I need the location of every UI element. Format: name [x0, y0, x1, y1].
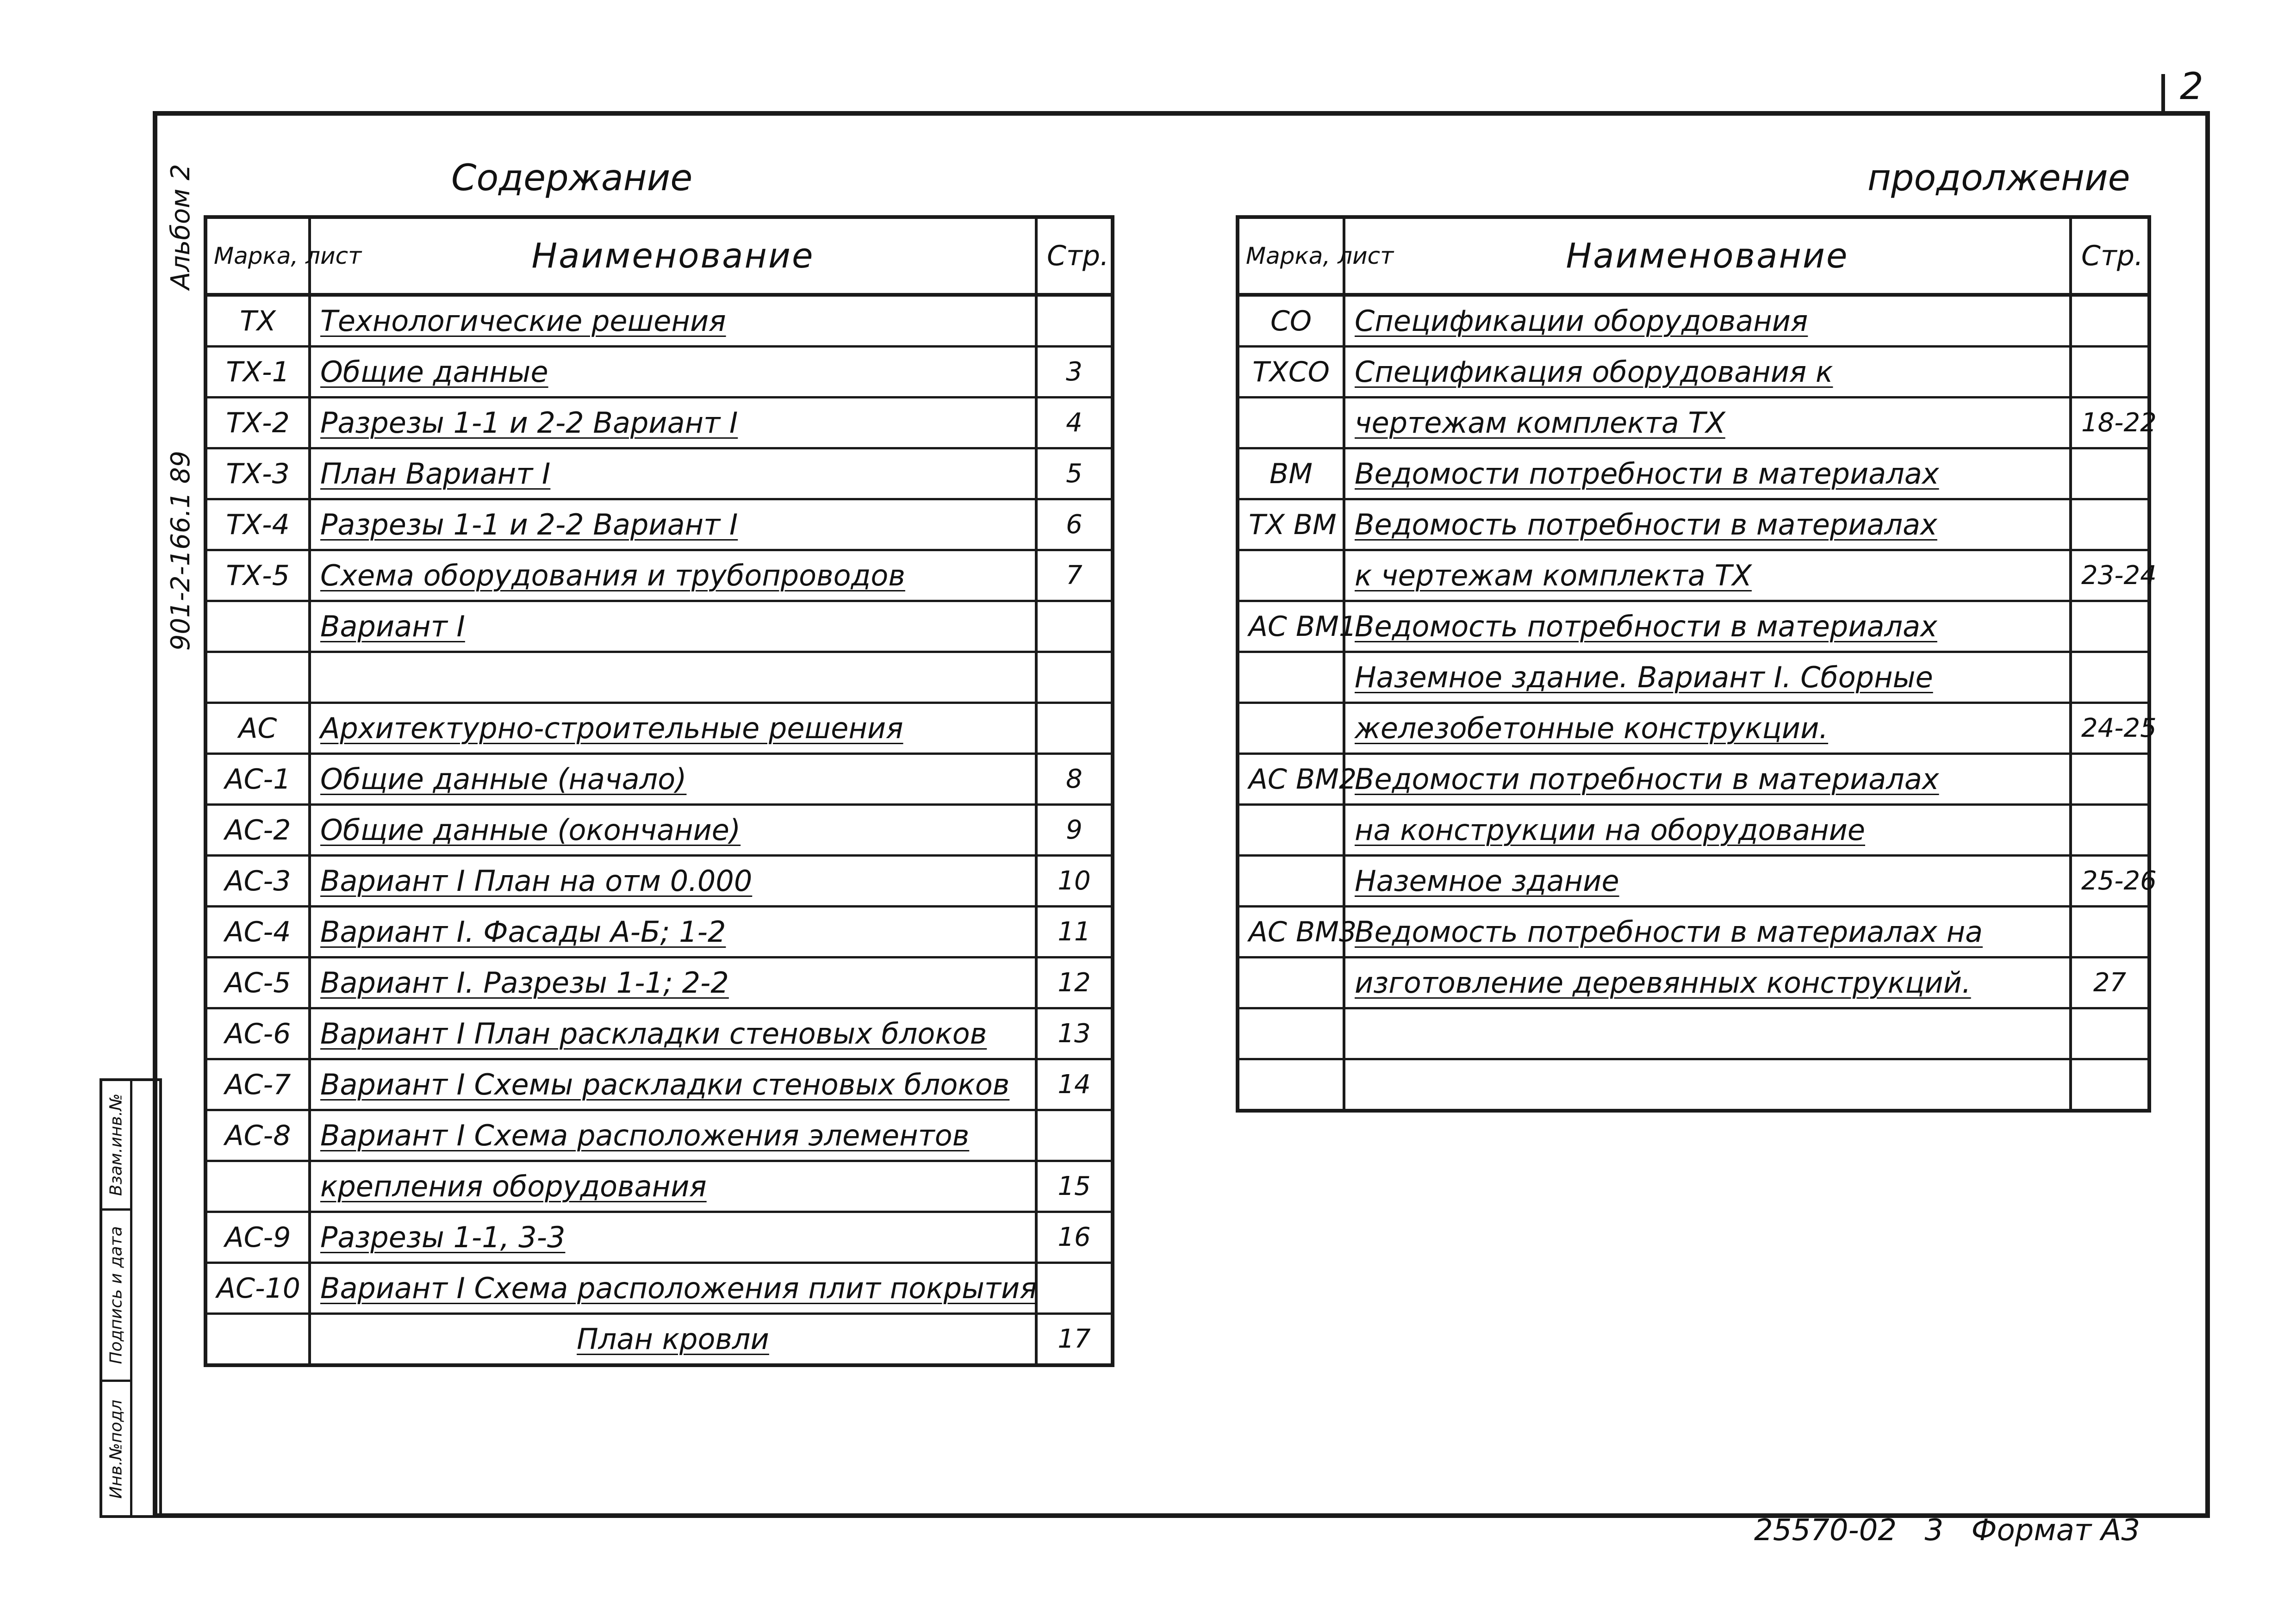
row-name [310, 652, 1036, 703]
row-mark [1238, 805, 1344, 856]
row-name: Вариант I. Фасады А-Б; 1-2 [310, 907, 1036, 958]
row-page [2071, 754, 2149, 805]
row-name: к чертежам комплекта ТХ [1344, 550, 2071, 601]
table-row [1238, 754, 2149, 805]
row-page: 11 [1036, 907, 1113, 958]
row-mark: АС-2 [205, 805, 310, 856]
row-mark: АС-10 [205, 1263, 310, 1314]
project-code-label: 901-2-166.1 89 [165, 450, 196, 651]
row-name: изготовление деревянных конструкций. [1344, 958, 2071, 1008]
row-mark [1238, 652, 1344, 703]
left-title: Содержание [451, 157, 693, 199]
row-name: Спецификации оборудования [1344, 295, 2071, 347]
row-name: Наземное здание [1344, 856, 2071, 907]
row-mark: АС [205, 703, 310, 754]
table-row [1238, 347, 2149, 398]
table-row [1238, 295, 2149, 347]
row-mark [1238, 958, 1344, 1008]
row-name: Спецификация оборудования к [1344, 347, 2071, 398]
row-page [1036, 652, 1113, 703]
table-row [205, 958, 1113, 1008]
row-page [2071, 347, 2149, 398]
table-row [1238, 499, 2149, 550]
table-row [1238, 652, 2149, 703]
row-name: Ведомости потребности в материалах [1344, 754, 2071, 805]
table-row [205, 1161, 1113, 1212]
table-row [205, 295, 1113, 347]
table-row [205, 1263, 1113, 1314]
row-name: Вариант I План раскладки стеновых блоков [310, 1008, 1036, 1059]
row-mark: АС-6 [205, 1008, 310, 1059]
row-mark [1238, 1008, 1344, 1059]
row-page: 10 [1036, 856, 1113, 907]
row-name: Схема оборудования и трубопроводов [310, 550, 1036, 601]
row-page: 4 [1036, 398, 1113, 448]
table-row [205, 805, 1113, 856]
table-row [205, 601, 1113, 652]
stamp-inv-exchange: Взам.инв.№ [102, 1081, 130, 1211]
row-mark: ТХ-3 [205, 448, 310, 499]
row-name: Наземное здание. Вариант I. Сборные [1344, 652, 2071, 703]
row-name: Разрезы 1-1 и 2-2 Вариант I [310, 499, 1036, 550]
right-title: продолжение [1867, 157, 2130, 199]
row-mark: АС-4 [205, 907, 310, 958]
row-name: План кровли [310, 1314, 1036, 1366]
row-page [1036, 295, 1113, 347]
row-page: 24-25 [2071, 703, 2149, 754]
table-row [205, 1059, 1113, 1110]
table-row [205, 907, 1113, 958]
row-name: Разрезы 1-1 и 2-2 Вариант I [310, 398, 1036, 448]
table-row [205, 448, 1113, 499]
header-page: Стр. [2071, 217, 2149, 295]
row-mark: АС ВМ2 [1238, 754, 1344, 805]
table-row [1238, 805, 2149, 856]
row-name: Вариант I [310, 601, 1036, 652]
row-name: Разрезы 1-1, 3-3 [310, 1212, 1036, 1263]
row-page [2071, 1008, 2149, 1059]
footer-format: Формат А3 [1971, 1513, 2140, 1548]
header-page: Стр. [1036, 217, 1113, 295]
row-page: 23-24 [2071, 550, 2149, 601]
row-name: План Вариант I [310, 448, 1036, 499]
row-name: Вариант I План на отм 0.000 [310, 856, 1036, 907]
table-row [205, 1008, 1113, 1059]
footer-code: 25570-02 [1754, 1513, 1897, 1548]
row-mark: ТХ-5 [205, 550, 310, 601]
row-mark: АС-7 [205, 1059, 310, 1110]
row-mark [1238, 856, 1344, 907]
row-page [2071, 907, 2149, 958]
row-mark [1238, 398, 1344, 448]
table-row [1238, 601, 2149, 652]
row-mark: АС-3 [205, 856, 310, 907]
contents-table-right [1236, 215, 2157, 1113]
table-row [205, 550, 1113, 601]
row-name: Ведомость потребности в материалах [1344, 601, 2071, 652]
table-row [1238, 1059, 2149, 1111]
row-name: Вариант I Схема расположения плит покрытия [310, 1263, 1036, 1314]
table-row [1238, 907, 2149, 958]
row-mark: ТХ ВМ [1238, 499, 1344, 550]
row-page [2071, 448, 2149, 499]
row-page: 7 [1036, 550, 1113, 601]
row-page [2071, 499, 2149, 550]
row-page: 3 [1036, 347, 1113, 398]
stamp-divider [130, 1081, 132, 1515]
row-name: Общие данные (начало) [310, 754, 1036, 805]
row-name: чертежам комплекта ТХ [1344, 398, 2071, 448]
row-mark: АС-5 [205, 958, 310, 1008]
row-mark: СО [1238, 295, 1344, 347]
row-page: 8 [1036, 754, 1113, 805]
row-name: Ведомость потребности в материалах [1344, 499, 2071, 550]
row-mark [1238, 703, 1344, 754]
row-page: 17 [1036, 1314, 1113, 1366]
table-row [1238, 550, 2149, 601]
row-page: 9 [1036, 805, 1113, 856]
table-row [205, 754, 1113, 805]
row-page [1036, 1110, 1113, 1161]
header-name: Наименование [310, 217, 1036, 295]
sheet-number-tick [2161, 74, 2165, 111]
table-header-row [1238, 217, 2149, 295]
table-row [1238, 448, 2149, 499]
row-mark: АС-1 [205, 754, 310, 805]
row-page [1036, 703, 1113, 754]
row-name: Вариант I. Разрезы 1-1; 2-2 [310, 958, 1036, 1008]
stamp-inv-original: Инв.№подл [106, 1399, 126, 1499]
row-page: 14 [1036, 1059, 1113, 1110]
row-page [2071, 295, 2149, 347]
row-page [1036, 1263, 1113, 1314]
row-name: Ведомости потребности в материалах [1344, 448, 2071, 499]
table-row [205, 856, 1113, 907]
row-mark [1238, 1059, 1344, 1111]
row-mark: АС-8 [205, 1110, 310, 1161]
row-name: Вариант I Схемы раскладки стеновых блоков [310, 1059, 1036, 1110]
row-page [2071, 652, 2149, 703]
contents-table-left [204, 215, 1114, 1367]
row-page: 18-22 [2071, 398, 2149, 448]
row-name: Технологические решения [310, 295, 1036, 347]
row-page: 15 [1036, 1161, 1113, 1212]
row-page [2071, 601, 2149, 652]
row-mark: АС ВМ3 [1238, 907, 1344, 958]
table-row [205, 499, 1113, 550]
row-page: 27 [2071, 958, 2149, 1008]
row-mark: АС ВМ1 [1238, 601, 1344, 652]
table-row [205, 703, 1113, 754]
row-mark: ТХ-2 [205, 398, 310, 448]
stamp-block [100, 1078, 162, 1518]
row-mark: ТХСО [1238, 347, 1344, 398]
row-name: Общие данные [310, 347, 1036, 398]
row-mark: ВМ [1238, 448, 1344, 499]
row-page [2071, 1059, 2149, 1111]
row-mark: АС-9 [205, 1212, 310, 1263]
row-name: Ведомость потребности в материалах на [1344, 907, 2071, 958]
album-label: Альбом 2 [165, 164, 196, 290]
row-name: на конструкции на оборудование [1344, 805, 2071, 856]
table-row [1238, 703, 2149, 754]
row-name: Общие данные (окончание) [310, 805, 1036, 856]
stamp-signature-date: Подпись и дата [102, 1211, 130, 1382]
row-page [1036, 601, 1113, 652]
row-page: 6 [1036, 499, 1113, 550]
table-row [205, 1110, 1113, 1161]
table-row [205, 652, 1113, 703]
row-page: 13 [1036, 1008, 1113, 1059]
table-row [1238, 856, 2149, 907]
footer-page: 3 [1924, 1513, 1944, 1548]
row-mark [1238, 550, 1344, 601]
row-name [1344, 1059, 2071, 1111]
table-row [1238, 958, 2149, 1008]
header-mark: Марка, лист [1238, 217, 1344, 295]
table-row [205, 1212, 1113, 1263]
row-mark [205, 601, 310, 652]
row-page: 5 [1036, 448, 1113, 499]
row-name: железобетонные конструкции. [1344, 703, 2071, 754]
table-row [205, 398, 1113, 448]
table-row [1238, 1008, 2149, 1059]
row-mark: ТХ-1 [205, 347, 310, 398]
table-row [1238, 398, 2149, 448]
row-page: 25-26 [2071, 856, 2149, 907]
row-name [1344, 1008, 2071, 1059]
row-page: 12 [1036, 958, 1113, 1008]
table-row [205, 1314, 1113, 1366]
footer [1754, 1513, 2140, 1548]
header-name: Наименование [1344, 217, 2071, 295]
header-mark: Марка, лист [205, 217, 310, 295]
row-page: 16 [1036, 1212, 1113, 1263]
row-name: крепления оборудования [310, 1161, 1036, 1212]
row-name: Вариант I Схема расположения элементов [310, 1110, 1036, 1161]
table-header-row [205, 217, 1113, 295]
row-mark [205, 1161, 310, 1212]
row-mark: ТХ [205, 295, 310, 347]
sheet-number: 2 [2180, 65, 2203, 108]
row-mark: ТХ-4 [205, 499, 310, 550]
row-mark [205, 1314, 310, 1366]
row-page [2071, 805, 2149, 856]
row-name: Архитектурно-строительные решения [310, 703, 1036, 754]
row-mark [205, 652, 310, 703]
table-row [205, 347, 1113, 398]
